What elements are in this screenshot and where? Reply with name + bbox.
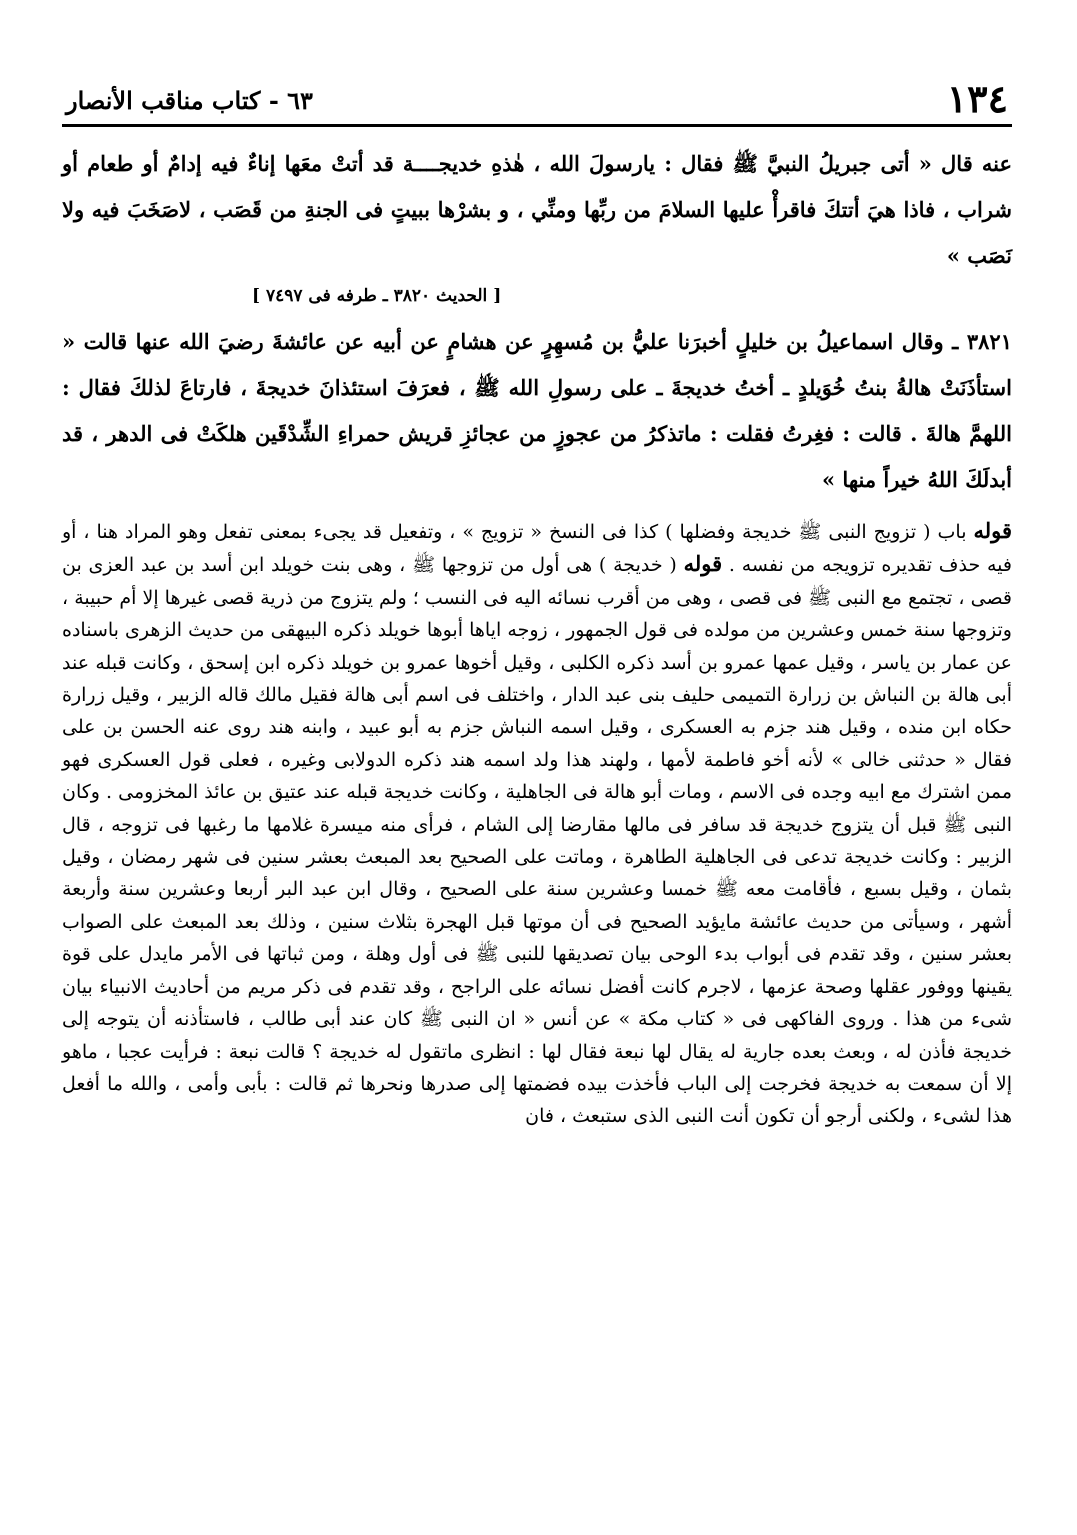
page-number: ١٣٤	[946, 76, 1008, 121]
running-head: ٦٣ - كتاب مناقب الأنصار	[66, 86, 313, 116]
header-rule	[62, 124, 1012, 127]
hadith-3820-text: عنه قال « أتى جبريلُ النبيَّ ﷺ فقال : يارسولَ الله ، هٰذهِ خديجــــة قد أتتْ معَها إناءٌ فيه إدامٌ أو طعام أو شراب ، فاذا هيَ أتتكَ فاقرأْ عليها السلامَ من ربِّها ومنِّي ، و بشرْها ببيتٍ فى الجنةِ من قَصَب ، لاصَخَبَ فيه ولا نَصَب »	[62, 151, 1012, 268]
hadith-3820-reference: [ الحديث ٣٨٢٠ ـ طرفه فى ٧٤٩٧ ]	[252, 286, 502, 306]
page-header	[62, 70, 1012, 121]
commentary-keyword: قوله	[683, 551, 723, 577]
hadith-3820	[62, 141, 1012, 279]
hadith-3821-text: وقال اسماعيلُ بن خليلٍ أخبرَنا عليُّ بن مُسهِرٍ عن هشامٍ عن أبيه عن عائشةَ رضيَ الله عنها قالت « استأذَنَتْ هالةُ بنتُ خُوَيلدٍ ـ أختُ خديجةَ ـ على رسولِ الله ﷺ ، فعرَفَ استئذانَ خديجةَ ، فارتاعَ لذلكَ فقال : اللهمَّ هالةَ . قالت : فغِرتُ فقلت : ماتذكرُ من عجوزٍ من عجائزِ قريش حمراءِ الشِّدْقَين هلكَتْ فى الدهر ، قد أبدلَكَ اللهُ خيراً منها »	[62, 329, 1012, 492]
commentary-paragraph	[62, 515, 1012, 1133]
hadith-3821	[62, 319, 1012, 503]
hadith-3821-number: ٣٨٢١ ـ	[952, 329, 1012, 354]
commentary-keyword: قوله	[973, 518, 1012, 543]
commentary-text-b: ( خديجة ) هى أول من تزوجها ﷺ ، وهى بنت خويلد ابن أسد بن عبد العزى بن قصى ، تجتمع مع النبى ﷺ فى قصى ، وهى من أقرب نسائه اليه فى النسب ؛ ولم يتزوج من ذرية قصى غيرها إلا أم حبيبة ، وتزوجها سنة خمس وعشرين من مولده فى قول الجمهور ، زوجه اياها أبوها خويلد ذكره البيهقى من حديث الزهرى باسناده عن عمار بن ياسر ، وقيل عمها عمرو بن أسد ذكره الكلبى ، وقيل أخوها عمرو بن خويلد ذكره ابن إسحق ، وكانت قبله عند أبى هالة بن النباش بن زرارة التميمى حليف بنى عبد الدار ، واختلف فى اسم أبى هالة فقيل مالك قاله الزبير ، وقيل زرارة حكاه ابن منده ، وقيل هند جزم به العسكرى ، وقيل اسمه النباش جزم به أبو عبيد ، وابنه هند روى عنه الحسن بن على فقال « حدثنى خالى » لأنه أخو فاطمة لأمها ، ولهند هذا ولد اسمه هند ذكره الدولابى وغيره ، فعلى قول العسكرى فهو ممن اشترك مع ابيه وجده فى الاسم ، ومات أبو هالة فى الجاهلية ، وكانت خديجة قبله عند عتيق بن عائذ المخزومى . وكان النبى ﷺ قبل أن يتزوج خديجة قد سافر فى مالها مقارضا إلى الشام ، فرأى منه ميسرة غلامها ما رغبها فى تزوجه ، قال الزبير : وكانت خديجة تدعى فى الجاهلية الطاهرة ، وماتت على الصحيح بعد المبعث بعشر سنين فى شهر رمضان ، وقيل بثمان ، وقيل بسبع ، فأقامت معه ﷺ خمسا وعشرين سنة على الصحيح ، وقال ابن عبد البر أربعا وعشرين سنة وأربعة أشهر ، وسيأتى من حديث عائشة مايؤيد الصحيح فى أن موتها قبل الهجرة بثلاث سنين ، وذلك بعد المبعث على الصواب بعشر سنين ، وقد تقدم فى أبواب بدء الوحى بيان تصديقها للنبى ﷺ فى أول وهلة ، ومن ثباتها فى الأمر مايدل على قوة يقينها ووفور عقلها وصحة عزمها ، لاجرم كانت أفضل نسائه على الراجح ، وقد تقدم فى ذكر مريم من أحاديث الانبياء بيان شىء من هذا . وروى الفاكهى فى « كتاب مكة » عن أنس « ان النبى ﷺ كان عند أبى طالب ، فاستأذنه أن يتوجه إلى خديجة فأذن له ، وبعث بعده جارية له يقال لها نبعة فقال لها : انظرى ماتقول له خديجة ؟ قالت نبعة : فرأيت عجبا ، ماهو إلا أن سمعت به خديجة فخرجت إلى الباب فأخذت بيده فضمتها إلى صدرها ونحرها ثم قالت : بأبى وأمى ، والله ما أفعل هذا لشىء ، ولكنى أرجو أن تكون أنت النبى الذى ستبعث ، فان	[62, 554, 1012, 1128]
commentary-text-a: باب ( تزويج النبى ﷺ خديجة وفضلها ) كذا فى النسخ « تزويج » ، وتفعيل قد يجىء بمعنى تفعل وهو المراد هنا ، أو فيه حذف تقديره تزويجه من نفسه .	[62, 521, 1012, 577]
book-page	[62, 70, 1012, 1133]
commentary	[62, 515, 1012, 1133]
